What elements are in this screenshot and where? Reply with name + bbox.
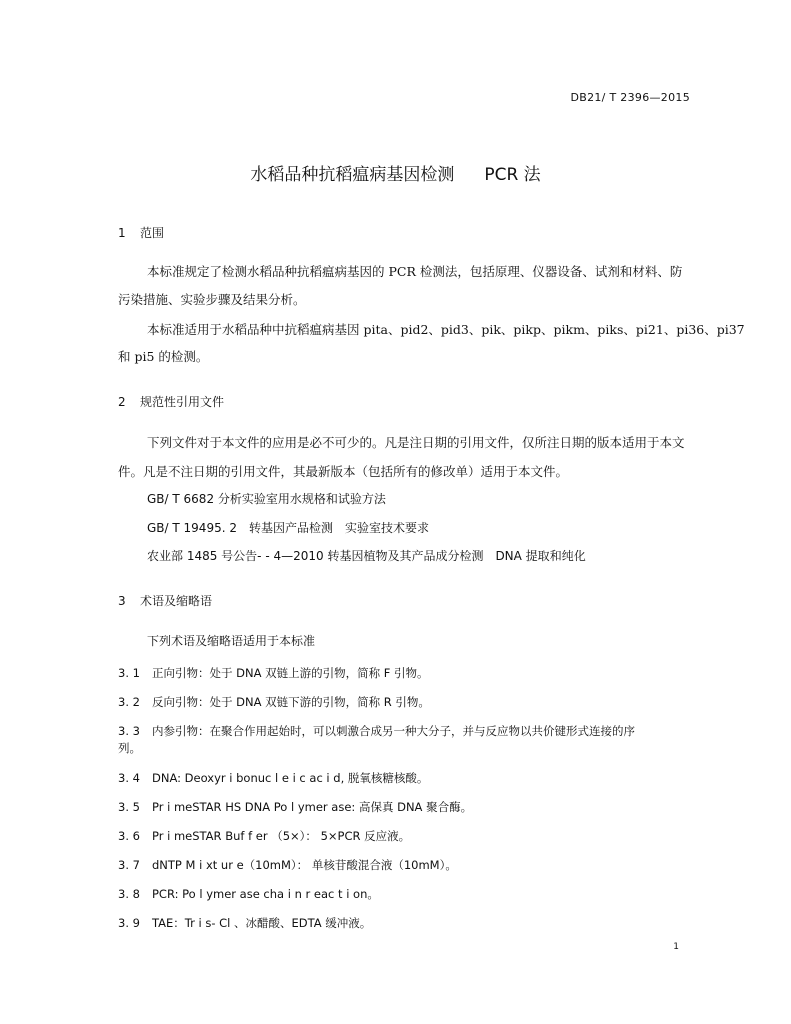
paragraph-line: 下列文件对于本文件的应用是必不可少的。凡是注日期的引用文件，仅所注日期的版本适用于本文 xyxy=(147,435,685,450)
term-text: 内参引物：在聚合作用起始时，可以刺激合成另一种大分子，并与反应物以共价键形式连接的序 xyxy=(152,724,635,738)
document-number: DB21/ T 2396—2015 xyxy=(570,91,690,104)
term-number: 3. 3 xyxy=(118,724,140,738)
term-number: 3. 1 xyxy=(118,666,140,680)
reference-item: GB/ T 19495. 2 转基因产品检测 实验室技术要求 xyxy=(147,521,429,535)
section-title: 范围 xyxy=(140,226,165,240)
term-number: 3. 9 xyxy=(118,916,140,930)
paragraph-line: 和 pi5 的检测。 xyxy=(118,349,209,364)
term-text: Pr i meSTAR Buf f er （5×）： 5×PCR 反应液。 xyxy=(152,829,411,843)
term-text: Pr i meSTAR HS DNA Po l ymer ase: 高保真 DNA 聚合酶。 xyxy=(152,800,473,814)
term-item xyxy=(118,828,410,844)
paragraph-line: 污染措施、实验步骤及结果分析。 xyxy=(118,292,306,307)
section-intro: 下列术语及缩略语适用于本标准 xyxy=(147,634,316,648)
term-item xyxy=(118,857,457,873)
section-number: 3 xyxy=(118,594,126,608)
term-item xyxy=(118,770,428,786)
term-text: PCR: Po l ymer ase cha i n r eac t i on。 xyxy=(152,887,379,901)
title-method: PCR 法 xyxy=(484,165,541,185)
section-title: 规范性引用文件 xyxy=(140,395,225,409)
term-number: 3. 6 xyxy=(118,829,140,843)
term-item xyxy=(118,723,635,739)
section-heading-3 xyxy=(118,592,212,609)
paragraph-line: 本标准适用于水稻品种中抗稻瘟病基因 pita、pid2、pid3、pik、pikp、pikm、piks、pi21、pi36、pi37 xyxy=(147,322,745,337)
term-item xyxy=(118,799,472,815)
section-heading-1 xyxy=(118,224,164,241)
term-number: 3. 4 xyxy=(118,771,140,785)
term-item xyxy=(118,915,371,931)
section-number: 2 xyxy=(118,395,126,409)
paragraph-line: 本标准规定了检测水稻品种抗稻瘟病基因的 PCR 检测法，包括原理、仪器设备、试剂和材料、防 xyxy=(147,264,683,279)
term-text: TAE：Tr i s- Cl 、冰醋酸、EDTA 缓冲液。 xyxy=(152,916,372,930)
term-number: 3. 7 xyxy=(118,858,140,872)
term-number: 3. 2 xyxy=(118,695,140,709)
term-item xyxy=(118,886,379,902)
term-text: 反向引物：处于 DNA 双链下游的引物，简称 R 引物。 xyxy=(152,695,430,709)
term-continuation: 列。 xyxy=(118,741,141,755)
term-text: DNA: Deoxyr i bonuc l e i c ac i d, 脱氧核糖核酸。 xyxy=(152,771,429,785)
term-text: dNTP M i xt ur e（10mM）： 单核苷酸混合液（10mM）。 xyxy=(152,858,457,872)
paragraph-line: 件。凡是不注日期的引用文件，其最新版本（包括所有的修改单）适用于本文件。 xyxy=(118,464,569,479)
term-number: 3. 8 xyxy=(118,887,140,901)
term-text: 正向引物：处于 DNA 双链上游的引物，简称 F 引物。 xyxy=(152,666,429,680)
title-main: 水稻品种抗稻瘟病基因检测 xyxy=(250,165,455,185)
term-item xyxy=(118,665,429,681)
section-heading-2 xyxy=(118,393,224,410)
page-number: 1 xyxy=(673,942,679,952)
reference-item: GB/ T 6682 分析实验室用水规格和试验方法 xyxy=(147,492,386,506)
term-item xyxy=(118,694,430,710)
section-number: 1 xyxy=(118,226,126,240)
section-title: 术语及缩略语 xyxy=(140,594,213,608)
document-title xyxy=(0,160,791,185)
reference-item: 农业部 1485 号公告- - 4—2010 转基因植物及其产品成分检测 DNA 提取和纯化 xyxy=(147,549,586,563)
term-number: 3. 5 xyxy=(118,800,140,814)
